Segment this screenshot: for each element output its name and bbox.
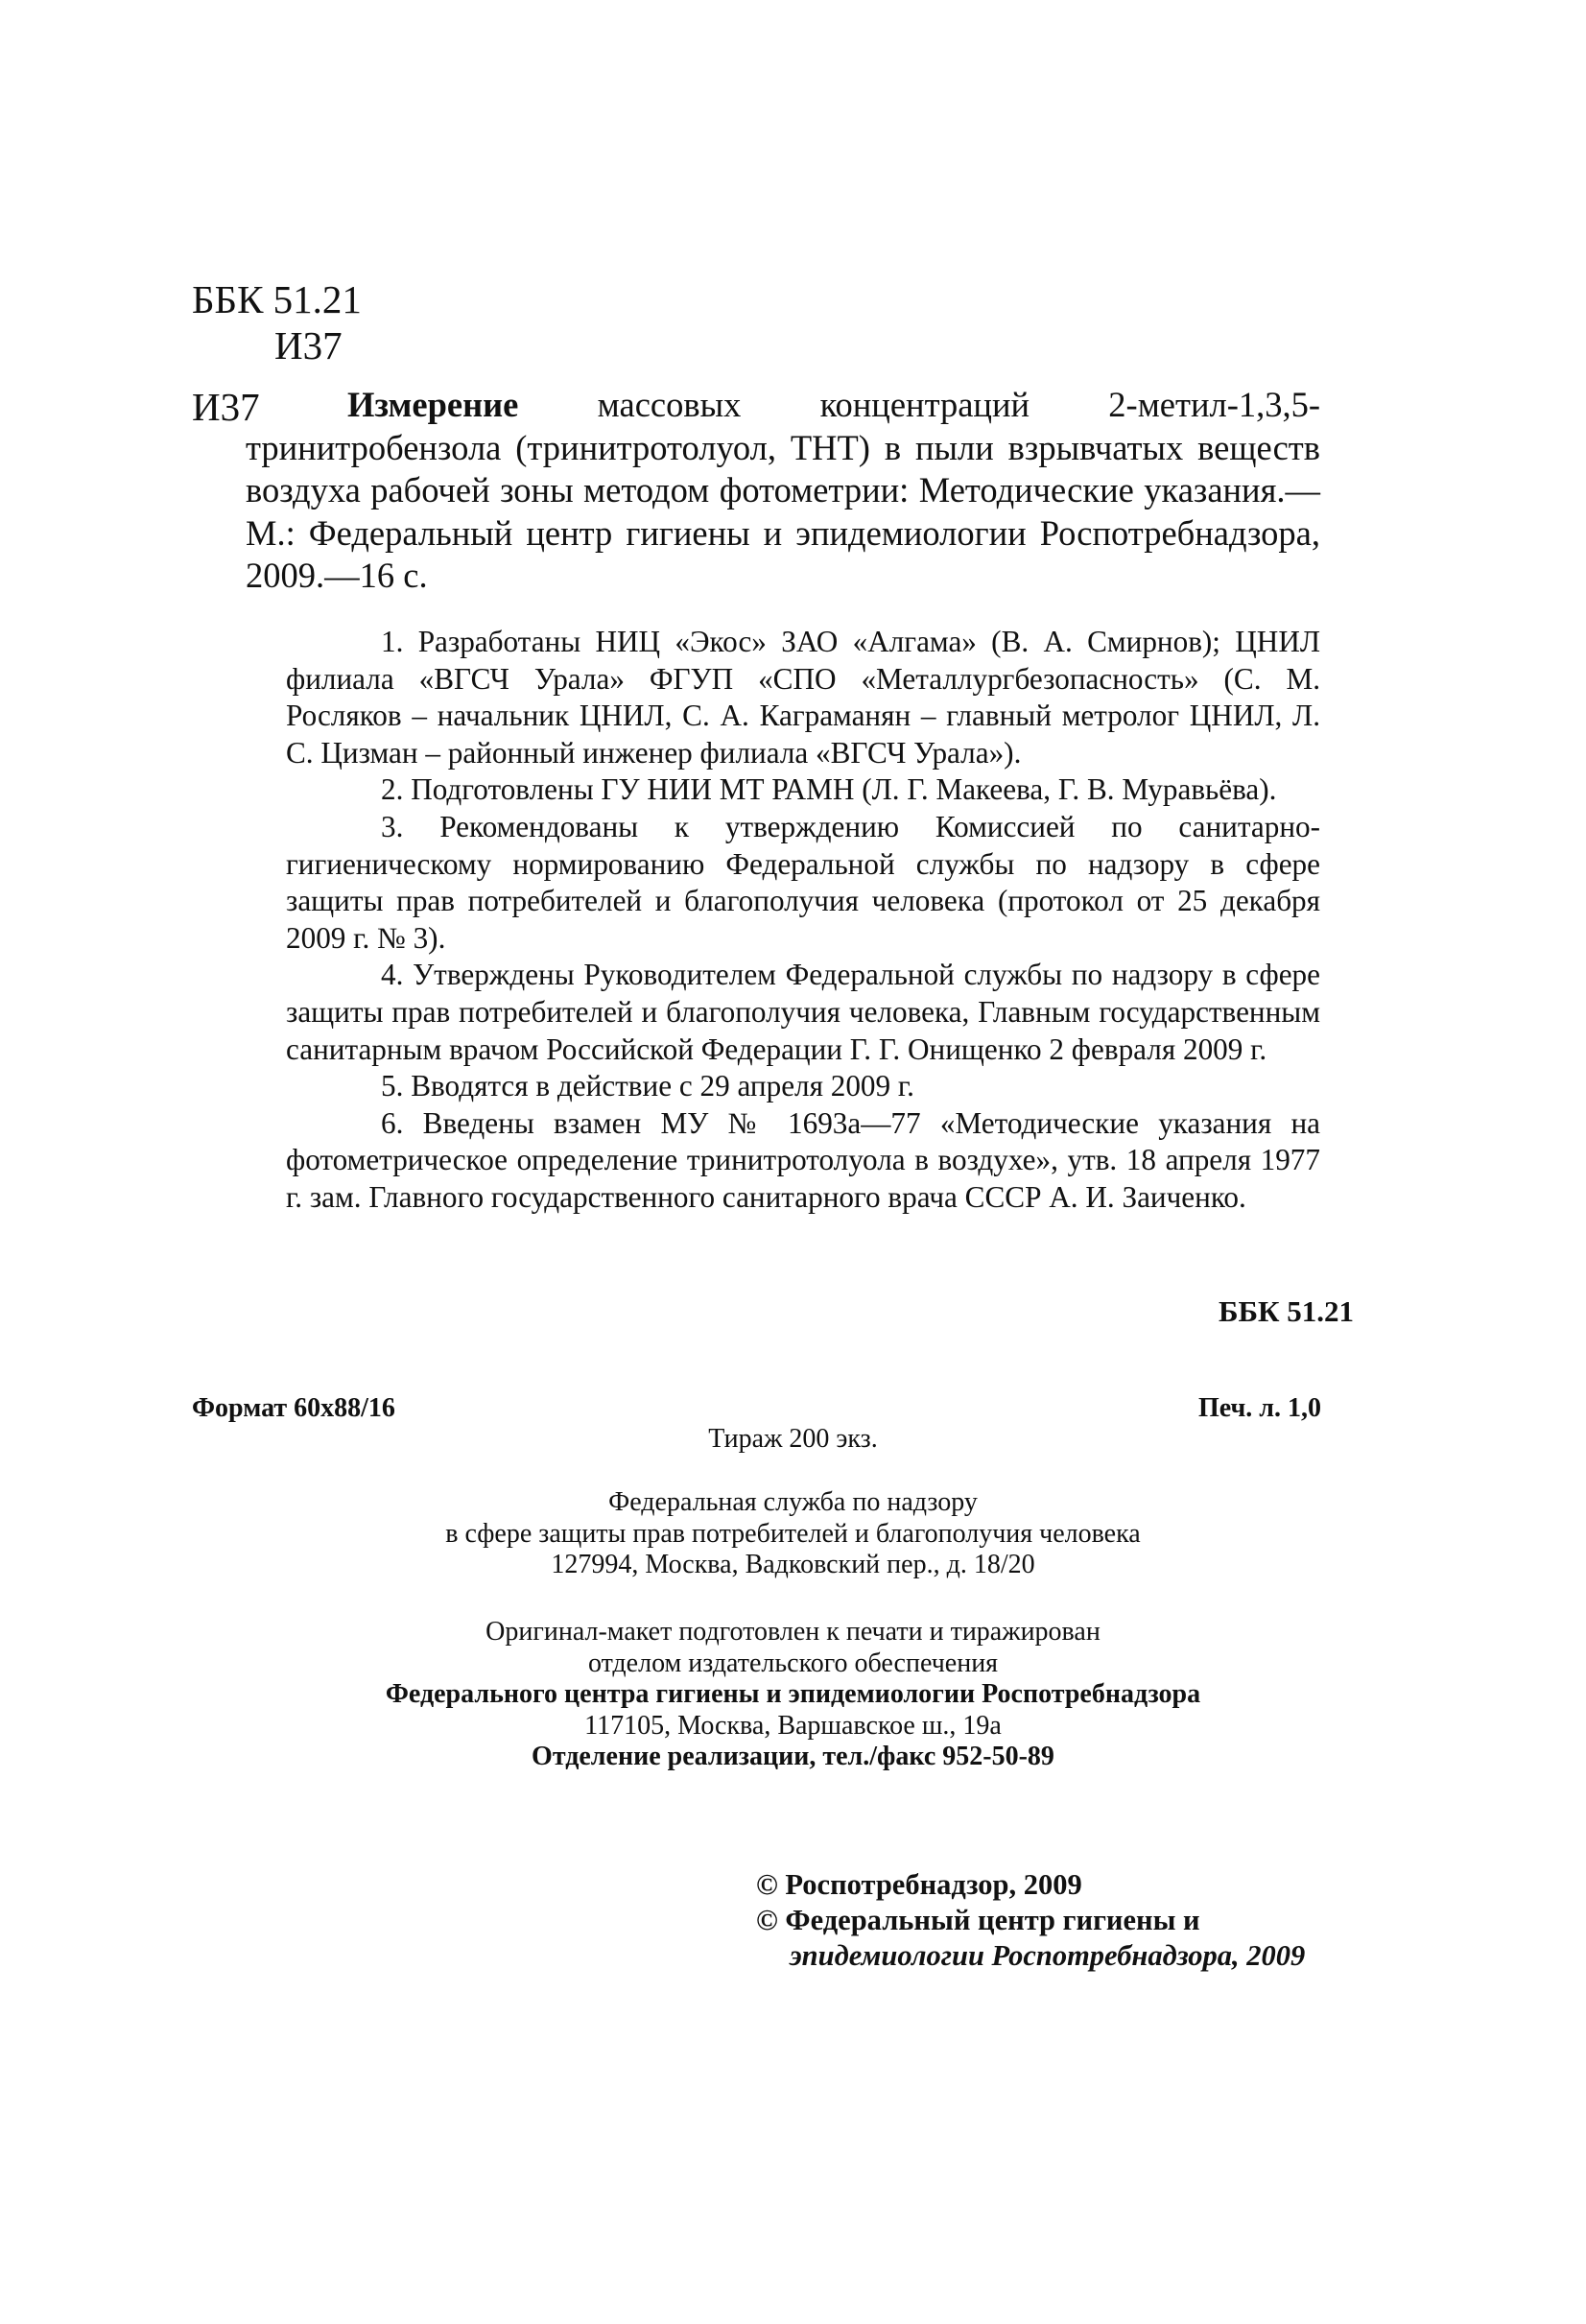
copyright-line: © Роспотребнадзор, 2009 [756, 1868, 1082, 1901]
sales-department: Отделение реализации, тел./факс 952-50-89 [532, 1742, 1054, 1771]
print-sheets-info: Печ. л. 1,0 [1198, 1393, 1322, 1423]
note-item: 4. Утверждены Руководителем Федеральной службы по надзору в сфере защиты прав потребителей и благополучия человека, Главным государственным санитарным врачом Российской Федерации Г. Г. Онищенко 2 февраля 2009 г. [286, 958, 1320, 1066]
copyright-block [756, 1867, 1305, 1974]
note-item: 2. Подготовлены ГУ НИИ МТ РАМН (Л. Г. Макеева, Г. В. Муравьёва). [381, 772, 1277, 807]
publisher-block [0, 1487, 1586, 1581]
author-mark: И37 [274, 323, 343, 368]
circulation-info: Тираж 200 экз. [708, 1424, 878, 1454]
note-item: 1. Разработаны НИЦ «Экос» ЗАО «Алгама» (В. А. Смирнов); ЦНИЛ филиала «ВГСЧ Урала» ФГУП «СПО «Металлургбезопасность» (С. М. Росляков – начальник ЦНИЛ, С. А. Каграманян – главный метролог ЦНИЛ, Л. С. Цизман – районный инженер филиала «ВГСЧ Урала»). [286, 625, 1320, 770]
bibliographic-annotation [246, 384, 1320, 598]
copyright-line: эпидемиологии Роспотребнадзора, 2009 [790, 1939, 1306, 1972]
bbk-code: ББК 51.21 [192, 277, 362, 321]
printer-line: Оригинал-макет подготовлен к печати и тиражирован [485, 1617, 1101, 1647]
printer-block [0, 1617, 1586, 1773]
publication-notes [286, 624, 1320, 1217]
publisher-line: в сфере защиты прав потребителей и благополучия человека [445, 1518, 1141, 1549]
format-info: Формат 60х88/16 [192, 1393, 395, 1423]
publisher-address: 127994, Москва, Вадковский пер., д. 18/20 [551, 1550, 1035, 1579]
printer-line: отделом издательского обеспечения [587, 1648, 999, 1678]
annotation-lead-word: Измерение [347, 385, 519, 424]
bbk-classification [192, 276, 362, 368]
note-item: 6. Введены взамен МУ № 1693а—77 «Методические указания на фотометрическое определение тринитротолуола в воздухе», утв. 18 апреля 1977 г. зам. Главного государственного санитарного врача СССР А. И. Заиченко. [286, 1105, 1320, 1214]
printer-address: 117105, Москва, Варшавское ш., 19а [584, 1710, 1002, 1741]
note-item: 5. Вводятся в действие с 29 апреля 2009 г. [381, 1069, 914, 1103]
annotation-text: массовых концентраций 2-метил-1,3,5-тринитробензола (тринитротолуол, ТНТ) в пыли взрывчатых веществ воздуха рабочей зоны методом фотометрии: Методические указания.—М.: Федеральный центр гигиены и эпидемиологии Роспотребнадзора, 2009.—16 с. [246, 385, 1320, 596]
note-item: 3. Рекомендованы к утверждению Комиссией по санитарно-гигиеническому нормированию Федеральной службы по надзору в сфере защиты прав потребителей и благополучия человека (протокол от 25 декабря 2009 г. № 3). [286, 809, 1320, 955]
publisher-line: Федеральная служба по надзору [608, 1487, 978, 1517]
copyright-line: © Федеральный центр гигиены и [756, 1904, 1200, 1936]
entry-code: И37 [192, 385, 260, 429]
bbk-code-bottom: ББК 51.21 [1219, 1294, 1354, 1328]
printer-organization: Федерального центра гигиены и эпидемиологии Роспотребнадзора [385, 1679, 1201, 1709]
